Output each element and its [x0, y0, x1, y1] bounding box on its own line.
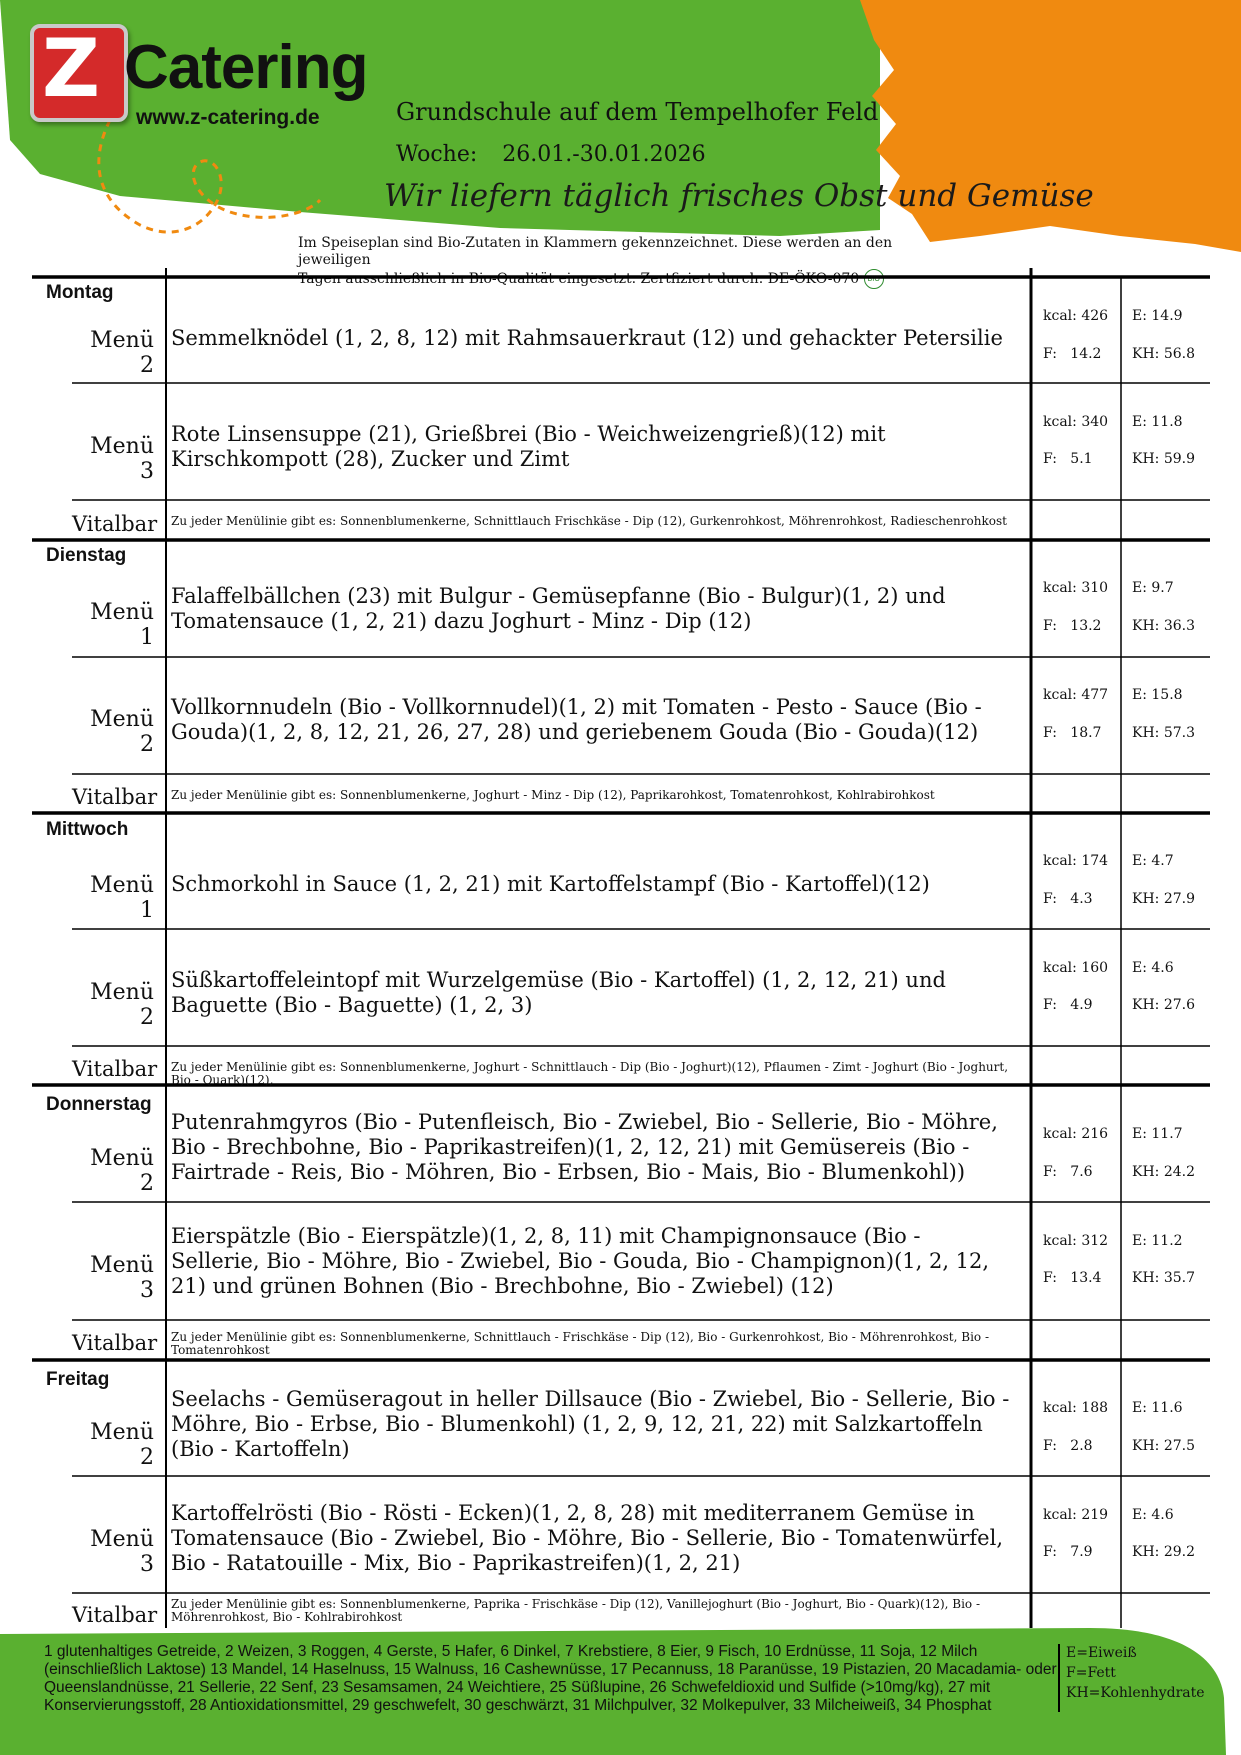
carb-value: KH: 59.9 [1132, 451, 1196, 467]
carb-value: KH: 24.2 [1132, 1164, 1196, 1180]
day-label-donnerstag: Donnerstag [46, 1094, 152, 1115]
kcal-value: kcal: 310 [1043, 580, 1109, 596]
dish-text: Falaffelbällchen (23) mit Bulgur - Gemüsepfanne (Bio - Bulgur)(1, 2) und Tomatensauce (1, 2, 21) dazu Joghurt - Minz - Dip (12) [171, 584, 946, 633]
menu-label: Menü 2 [90, 980, 154, 1030]
nutrition-legend [1066, 1643, 1205, 1703]
kcal-value: kcal: 426 [1043, 308, 1109, 324]
menu-label: Menü 2 [90, 328, 154, 378]
logo-letter: Z [42, 22, 101, 115]
fat-value: F: 5.1 [1043, 451, 1093, 467]
fat-value: F: 7.9 [1043, 1544, 1093, 1560]
fat-value: F: 13.2 [1043, 618, 1102, 634]
logo-name: Catering [124, 33, 368, 102]
menu-label: Menü 3 [90, 1253, 154, 1303]
dish-text: Schmorkohl in Sauce (1, 2, 21) mit Kartoffelstampf (Bio - Kartoffel)(12) [171, 872, 930, 896]
vitalbar-text: Zu jeder Menülinie gibt es: Sonnenblumenkerne, Joghurt - Minz - Dip (12), Paprikarohkost, Tomatenrohkost, Kohlrabirohkost [171, 788, 935, 802]
fat-value: F: 14.2 [1043, 346, 1102, 362]
dish-text: Kartoffelrösti (Bio - Rösti - Ecken)(1, 2, 8, 28) mit mediterranem Gemüse in Tomatensauce (Bio - Zwiebel, Bio - Möhre, Bio - Sellerie, Bio - Tomatenwürfel, Bio - Ratatouille - Mix, Bio - Paprikastreifen)(1, 2, 21) [171, 1501, 1003, 1575]
menu-label: Menü 2 [90, 707, 154, 757]
dish-text: Putenrahmgyros (Bio - Putenfleisch, Bio - Zwiebel, Bio - Sellerie, Bio - Möhre, Bio - Brechbohne, Bio - Paprikastreifen)(1, 2, 12, 21) mit Gemüsereis (Bio - Fairtrade - Reis, Bio - Möhren, Bio - Erbsen, Bio - Mais, Bio - Blumenkohl)) [171, 1110, 998, 1184]
kcal-value: kcal: 477 [1043, 687, 1109, 703]
school-name: Grundschule auf dem Tempelhofer Feld [396, 98, 879, 126]
fat-value: F: 18.7 [1043, 725, 1102, 741]
vitalbar-label: Vitalbar [72, 1057, 158, 1081]
dish-text: Seelachs - Gemüseragout in heller Dillsauce (Bio - Zwiebel, Bio - Sellerie, Bio - Möhre, Bio - Erbse, Bio - Blumenkohl) (1, 2, 9, 12, 21, 22) mit Salzkartoffeln (Bio - Kartoffeln) [171, 1387, 1010, 1461]
kcal-value: kcal: 160 [1043, 960, 1109, 976]
kcal-value: kcal: 219 [1043, 1507, 1109, 1523]
day-label-montag: Montag [46, 282, 114, 303]
footer-divider [1058, 1644, 1060, 1712]
protein-value: E: 4.6 [1132, 1507, 1174, 1523]
kcal-value: kcal: 188 [1043, 1400, 1109, 1416]
week-label: Woche: [396, 142, 478, 167]
protein-value: E: 15.8 [1132, 687, 1183, 703]
menu-label: Menü 3 [90, 1527, 154, 1577]
menu-label: Menü 1 [90, 873, 154, 923]
menu-label: Menü 2 [90, 1146, 154, 1196]
kcal-value: kcal: 340 [1043, 414, 1109, 430]
week-dates: 26.01.-30.01.2026 [502, 142, 706, 167]
dish-text: Süßkartoffeleintopf mit Wurzelgemüse (Bio - Kartoffel) (1, 2, 12, 21) und Baguette (Bio - Baguette) (1, 2, 3) [171, 968, 946, 1017]
dish-text: Vollkornnudeln (Bio - Vollkornnudel)(1, 2) mit Tomaten - Pesto - Sauce (Bio - Gouda)(1, 2, 8, 12, 21, 26, 27, 28) und geriebenem Gouda (Bio - Gouda)(12) [171, 695, 982, 744]
day-label-mittwoch: Mittwoch [46, 819, 129, 840]
vitalbar-text: Zu jeder Menülinie gibt es: Sonnenblumenkerne, Paprika - Frischkäse - Dip (12), Vanillejoghurt (Bio - Joghurt, Bio - Quark)(12), Bio - Möhrenrohkost, Bio - Kohlrabirohkost [171, 1597, 981, 1624]
protein-value: E: 14.9 [1132, 308, 1183, 324]
carb-value: KH: 27.9 [1132, 891, 1196, 907]
allergen-list: 1 glutenhaltiges Getreide, 2 Weizen, 3 Roggen, 4 Gerste, 5 Hafer, 6 Dinkel, 7 Krebstiere, 8 Eier, 9 Fisch, 10 Erdnüsse, 11 Soja, 12 Milch (einschließlich Laktose) 13 Mandel, 14 Haselnuss, 15 Walnuss, 16 Cashewnüsse, 17 Pecannuss, 18 Paranüsse, 19 Pistazien, 20 Macadamia- oder Queenslandnüsse, 21 Sellerie, 22 Senf, 23 Sesamsamen, 24 Weichtiere, 25 Süßlupine, 26 Schwefeldioxid und Sulfide (>10mg/kg), 27 mit Konservierungsstoff, 28 Antioxidationsmittel, 29 geschwefelt, 30 geschwärzt, 31 Milchpulver, 32 Molkepulver, 33 Milcheiweiß, 34 Phosphat [44, 1643, 1057, 1714]
vitalbar-text: Zu jeder Menülinie gibt es: Sonnenblumenkerne, Schnittlauch Frischkäse - Dip (12), Gurkenrohkost, Möhrenrohkost, Radieschenrohkost [171, 514, 1007, 528]
menu-label: Menü 3 [90, 434, 154, 484]
protein-value: E: 4.7 [1132, 853, 1174, 869]
kcal-value: kcal: 312 [1043, 1233, 1109, 1249]
protein-value: E: 11.2 [1132, 1233, 1183, 1249]
fat-value: F: 4.9 [1043, 997, 1093, 1013]
kcal-value: kcal: 174 [1043, 853, 1109, 869]
dish-text: Rote Linsensuppe (21), Grießbrei (Bio - Weichweizengrieß)(12) mit Kirschkompott (28), Zucker und Zimt [171, 422, 886, 471]
carb-value: KH: 57.3 [1132, 725, 1196, 741]
fat-value: F: 7.6 [1043, 1164, 1093, 1180]
menu-label: Menü 1 [90, 600, 154, 650]
legend-protein: E=Eiweiß [1066, 1645, 1137, 1661]
fat-value: F: 13.4 [1043, 1270, 1102, 1286]
vitalbar-text: Zu jeder Menülinie gibt es: Sonnenblumenkerne, Schnittlauch - Frischkäse - Dip (12), Bio - Gurkenrohkost, Bio - Möhrenrohkost, Bio - Tomatenrohkost [171, 1330, 990, 1357]
menu-label: Menü 2 [90, 1420, 154, 1470]
vitalbar-label: Vitalbar [72, 1603, 158, 1627]
protein-value: E: 9.7 [1132, 580, 1174, 596]
vitalbar-label: Vitalbar [72, 512, 158, 536]
dish-text: Eierspätzle (Bio - Eierspätzle)(1, 2, 8, 11) mit Champignonsauce (Bio - Sellerie, Bio - Möhre, Bio - Zwiebel, Bio - Gouda, Bio - Champignon)(1, 2, 12, 21) und grünen Bohnen (Bio - Brechbohne, Bio - Zwiebel) (12) [171, 1224, 990, 1298]
vitalbar-text: Zu jeder Menülinie gibt es: Sonnenblumenkerne, Joghurt - Schnittlauch - Dip (Bio - Joghurt)(12), Pflaumen - Zimt - Joghurt (Bio - Joghurt, Bio - Quark)(12), [171, 1060, 1009, 1087]
fat-value: F: 2.8 [1043, 1438, 1093, 1454]
vitalbar-label: Vitalbar [72, 785, 158, 809]
carb-value: KH: 36.3 [1132, 618, 1196, 634]
carb-value: KH: 35.7 [1132, 1270, 1196, 1286]
day-label-dienstag: Dienstag [46, 545, 127, 566]
legend-fat: F=Fett [1066, 1665, 1116, 1681]
protein-value: E: 11.6 [1132, 1400, 1183, 1416]
carb-value: KH: 56.8 [1132, 346, 1196, 362]
fat-value: F: 4.3 [1043, 891, 1093, 907]
legend-carbs: KH=Kohlenhydrate [1066, 1685, 1205, 1701]
vitalbar-label: Vitalbar [72, 1331, 158, 1355]
protein-value: E: 11.7 [1132, 1126, 1183, 1142]
bio-note-line1: Im Speiseplan sind Bio-Zutaten in Klammern gekennzeichnet. Diese werden an den jeweiligen [298, 235, 893, 268]
dish-text: Semmelknödel (1, 2, 8, 12) mit Rahmsauerkraut (12) und gehackter Petersilie [171, 326, 1003, 350]
bio-note-line2-text: Tagen ausschließlich in Bio-Qualität eingesetzt. Zertfiziert durch: DE-ÖKO-070 [298, 271, 860, 287]
slogan: Wir liefern täglich frisches Obst und Gemüse [384, 178, 1094, 214]
protein-value: E: 4.6 [1132, 960, 1174, 976]
carb-value: KH: 27.5 [1132, 1438, 1196, 1454]
carb-value: KH: 29.2 [1132, 1544, 1196, 1560]
bio-seal-icon: BIO [864, 269, 884, 289]
protein-value: E: 11.8 [1132, 414, 1183, 430]
kcal-value: kcal: 216 [1043, 1126, 1109, 1142]
logo-url: www.z-catering.de [136, 106, 320, 129]
carb-value: KH: 27.6 [1132, 997, 1196, 1013]
day-label-freitag: Freitag [46, 1369, 110, 1390]
